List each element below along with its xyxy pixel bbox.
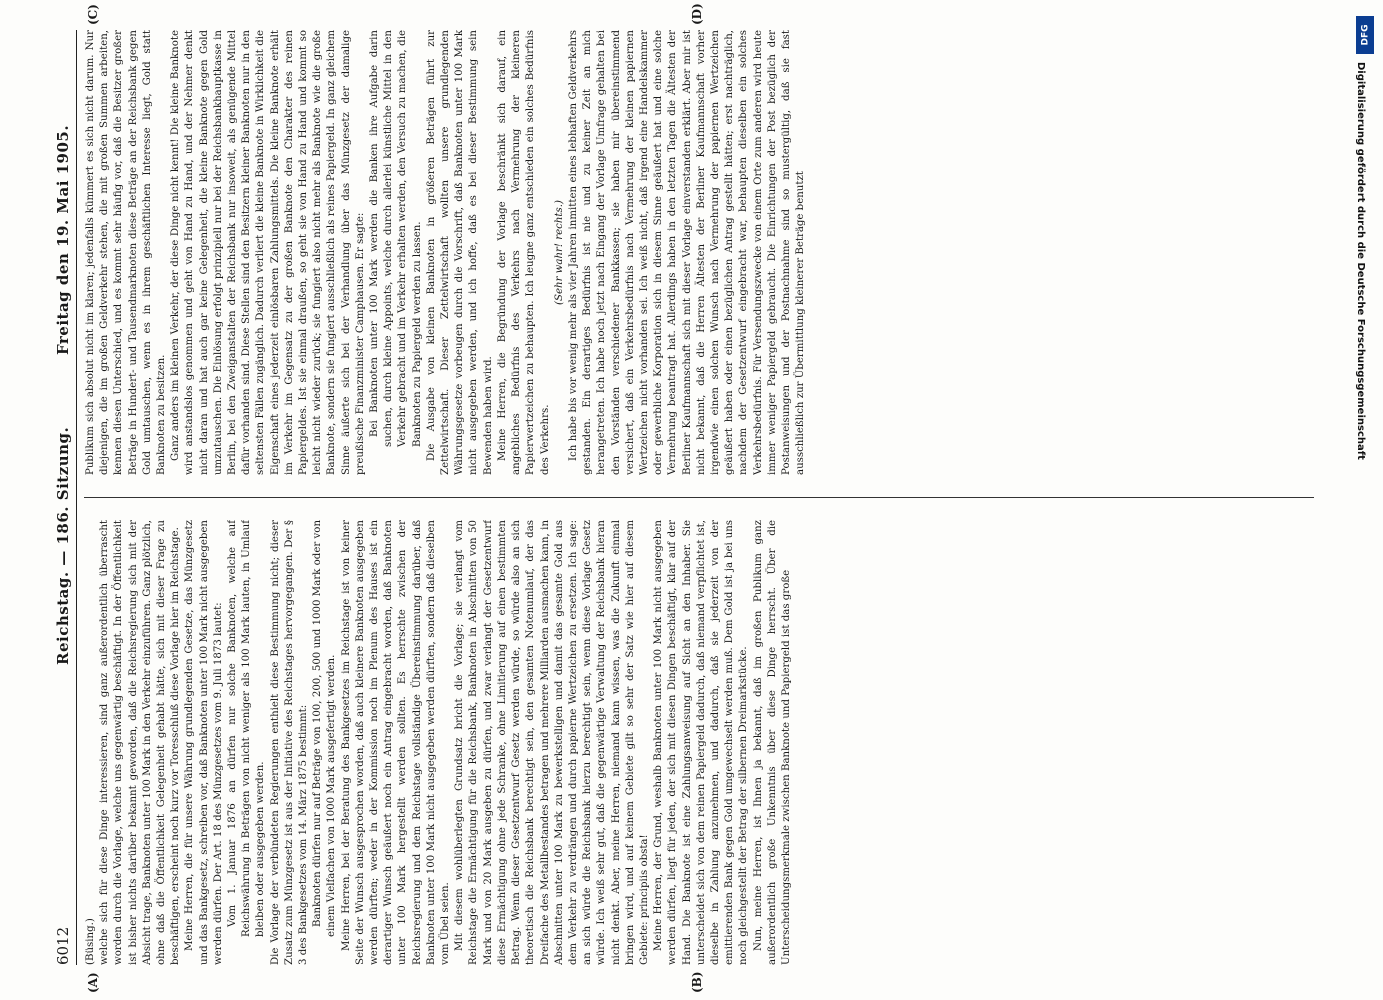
paragraph: Die Vorlage der verbündeten Regierungen enthielt diese Bestimmung nicht; dieser Zusatz zum Münzgesetz ist aus der Initiative des Reichstages hervorgegangen. Der § 3 des Bankgesetzes vom 14. März 1875 bestimmt: — [269, 520, 310, 965]
dfg-logo-icon: DFG — [1356, 16, 1374, 54]
margin-marker-c: (C) — [86, 4, 100, 25]
page-header — [50, 30, 77, 965]
digitization-note — [1352, 10, 1380, 995]
quotation: Vom 1. Januar 1876 an dürfen nur solche Banknoten, welche auf Reichswährung in Beträgen von nicht weniger als 100 Mark lauten, in Umlauf bleiben oder ausgegeben werden. — [227, 520, 267, 937]
paragraph: Ganz anders im kleinen Verkehr, der diese Dinge nicht kennt! Die kleine Banknote wird anstandslos genommen und geht von Hand zu Hand, und der Nehmer denkt nicht daran und hat auch gar keine Gelegenheit, die kleine Banknote gegen Gold umzutauschen. Die Einlösung erfolgt prinzipiell nur bei der Reichsbankhauptkasse in Berlin, bei den Zweiganstalten der Reichsbank nur insoweit, als genügende Mittel dafür vorhanden sind. Diese Stellen sind den Besitzern kleiner Banknoten nur in den seltensten Fällen zugänglich. Dadurch verliert die kleine Banknote in Wirklichkeit die Eigenschaft eines jederzeit einlösbaren Zahlungsmittels. Die kleine Banknote erhält im Verkehr im Gegensatz zu der großen Banknote den Charakter des reinen Papiergeldes. Ist sie einmal draußen, so geht sie von Hand zu Hand und kommt so leicht nicht wieder zurück; sie fungiert also nicht mehr als Banknote wie die große Banknote, sondern sie fungiert ausschließlich als reines Papiergeld. In ganz gleichem Sinne äußerte sich bei der Verhandlung über das Münzgesetz der damalige preußische Finanzminister Camphausen. Er sagte: — [170, 30, 366, 475]
margin-marker-a: (A) — [86, 972, 100, 993]
paragraph: Meine Herren, bei der Beratung des Bankgesetzes im Reichstage ist von keiner Seite der Wunsch ausgesprochen worden, daß auch kleinere Banknoten ausgegeben werden dürften; weder in der Kommission noch im Plenum des Hauses ist ein derartiger Wunsch geäußert noch ein Antrag eingebracht worden, daß Banknoten unter 100 Mark hergestellt werden sollten. Es herrschte zwischen der Reichsregierung und dem Reichstage vollständige Übereinstimmung darüber, daß Banknoten unter 100 Mark nicht ausgegeben werden dürften, sondern daß dieselben vom Übel seien. — [340, 520, 452, 965]
paragraph: Meine Herren, der Grund, weshalb Banknoten unter 100 Mark nicht ausgegeben werden dürfen, liegt für jeden, der sich mit diesen Dingen beschäftigt, klar auf der Hand. Die Banknote ist eine Zahlungsanweisung auf Sicht an den Inhaber. Sie unterscheidet sich von dem reinen Papiergeld dadurch, daß niemand verpflichtet ist, dieselbe in Zahlung anzunehmen, und dadurch, daß sie jederzeit von der emittierenden Bank gegen Gold umgewechselt werden muß. Dem Gold ist ja bei uns noch gleichgestellt der Betrag der silbernen Dreimarkstücke. — [653, 520, 750, 965]
quotation: Banknoten dürfen nur auf Beträge von 100, 200, 500 und 1000 Mark oder von einem Vielfachen von 1000 Mark ausgefertigt werden. — [312, 520, 338, 937]
quotation: Bei Banknoten unter 100 Mark werden die Banken ihre Aufgabe darin suchen, durch kleine Appoints, welche durch allerlei künstliche Mittel in den Verkehr gebracht und im Verkehr erhalten werden, den Versuch zu machen, die Banknoten zu Papiergeld werden zu lassen. — [369, 30, 423, 447]
rotated-page-content — [50, 3, 1325, 993]
page-number: 6012 — [54, 926, 72, 965]
right-column — [84, 30, 1314, 475]
funding-note: Digitalisierung gefördert durch die Deutsche Forschungsgemeinschaft — [1355, 62, 1366, 460]
session-date: Freitag den 19. Mai 1905. — [54, 124, 72, 355]
paragraph: Publikum sich absolut nicht im klaren; jedenfalls kümmert es sich nicht darum. Nur diejenigen, die im großen Geldverkehr stehen, die mit großen Summen arbeiten, kennen diesen Unterschied, und es kommt sehr häufig vor, daß die Besitzer großer Beträge in Hundert- und Tausendmarknoten diese Beträge an der Reichsbank gegen Gold umtauschen, wenn es in ihrem geschäftlichen Interesse liegt, Gold statt Banknoten zu besitzen. — [85, 30, 168, 475]
paragraph: Nun, meine Herren, ist Ihnen ja bekannt, daß im großen Publikum ganz außerordentlich große Unkenntnis über diese Dinge herrscht. Über die Unterscheidungsmerkmale zwischen Banknote und Papiergeld ist das große — [752, 520, 792, 965]
margin-marker-b: (B) — [690, 971, 704, 993]
column-divider — [84, 497, 1314, 498]
left-column — [84, 520, 1314, 965]
session-title: Reichstag. — 186. Sitzung. — [54, 426, 72, 665]
paragraph: Ich habe bis vor wenig mehr als vier Jahren inmitten eines lebhaften Geldverkehrs gestanden. Ein derartiges Bedürfnis ist nie und zu keiner Zeit an mich herangetreten. Ich habe noch jetzt nach Eingang der Vorlage Umfrage gehalten bei den Vorständen verschiedener Bankkassen; sie haben mir übereinstimmend versichert, daß ein Verkehrsbedürfnis nach Vermehrung der kleinen papiernen Wertzeichen nicht vorhanden sei. Ich weiß nicht, daß irgend eine Handelskammer oder gewerbliche Korporation sich in diesem Sinne geäußert hat und eine solche Vermehrung beantragt hat. Allerdings haben in den letzten Tagen die Ältesten der Berliner Kaufmannschaft sich mit dieser Vorlage einverstanden erklärt. Aber mir ist nicht bekannt, daß die Herren Ältesten der Berliner Kaufmannschaft vorher irgendwie einen solchen Wunsch nach Vermehrung der papiernen Wertzeichen geäußert haben oder einen bezüglichen Antrag gestellt hätten; erst nachträglich, nachdem der Gesetzentwurf eingebracht war, behaupten dieselben ein solches Verkehrsbedürfnis. Für Versendungszwecke von einem Orte zum anderen wird heute immer weniger Papiergeld gebraucht. Die Einrichtungen der Post bezüglich der Postanweisungen und der Postnachnahme sind so mustergültig, daß sie fast ausschließlich zur Übermittlung kleinerer Beträge benutzt — [567, 30, 807, 475]
paragraph: Meine Herren, die Begründung der Vorlage beschränkt sich darauf, ein angebliches Bedürfnis des Verkehrs nach Vermehrung der kleineren Papierwertzeichen zu behaupten. Ich leugne ganz entschieden ein solches Bedürfnis des Verkehrs. — [496, 30, 551, 475]
paragraph: welche sich für diese Dinge interessieren, sind ganz außerordentlich überrascht worden durch die Vorlage, welche uns gegenwärtig beschäftigt. In der Öffentlichkeit ist bisher nichts darüber bekannt geworden, daß die Reichsregierung sich mit der Absicht trage, Banknoten unter 100 Mark in den Verkehr einzuführen. Ganz plötzlich, ohne daß die Öffentlichkeit Gelegenheit gehabt hätte, sich mit dieser Frage zu beschäftigen, erscheint noch kurz vor Toresschluß diese Vorlage hier im Reichstage. — [99, 520, 182, 965]
paragraph: Meine Herren, die für unsere Währung grundlegenden Gesetze, das Münzgesetz und das Bankgesetz, schreiben vor, daß Banknoten unter 100 Mark nicht ausgegeben werden dürfen. Der Art. 18 des Münzgesetzes vom 9. Juli 1873 lautet: — [184, 520, 224, 965]
paragraph: Mit diesem wohlüberlegten Grundsatz bricht die Vorlage; sie verlangt vom Reichstage die Ermächtigung für die Reichsbank, Banknoten in Abschnitten von 50 Mark und von 20 Mark ausgeben zu dürfen, und zwar verlangt der Gesetzentwurf diese Ermächtigung ohne jede Schranke, ohne Limitierung auf einen bestimmten Betrag. Wenn dieser Gesetzentwurf Gesetz werden würde, so würde also an sich theoretisch die Reichsbank berechtigt sein, den gesamten Notenumlauf, der das Dreifache des Metallbestandes betragen und mehrere Milliarden ausmachen kann, in Abschnitten unter 100 Mark zu bewerkstelligen und damit das gesamte Gold aus dem Verkehr zu verdrängen und durch papierne Wertzeichen zu ersetzen. Ich sage: an sich würde die Reichsbank hierzu berechtigt sein, wenn diese Vorlage Gesetz würde. Ich weiß sehr gut, daß die gegenwärtige Verwaltung der Reichsbank hieran nicht denkt. Aber, meine Herren, niemand kann wissen, was die Zukunft einmal bringen wird, und auf keinem Gebiete gilt so sehr der Satz wie hier auf diesem Gebiete: principiis obsta! — [454, 520, 650, 965]
interjection: (Sehr wahr! rechts.) — [553, 200, 565, 305]
margin-marker-d: (D) — [690, 3, 704, 25]
speaker-note: (Büsing.) — [85, 918, 96, 965]
paragraph: Die Ausgabe von kleinen Banknoten in größeren Beträgen führt zur Zettelwirtschaft. Dieser Zettelwirtschaft wollten unsere grundlegenden Währungsgesetze vorbeugen durch die Vorschrift, daß Banknoten unter 100 Mark nicht ausgegeben werden, und ich hoffe, daß es bei dieser Bestimmung sein Bewenden haben wird. — [425, 30, 494, 475]
